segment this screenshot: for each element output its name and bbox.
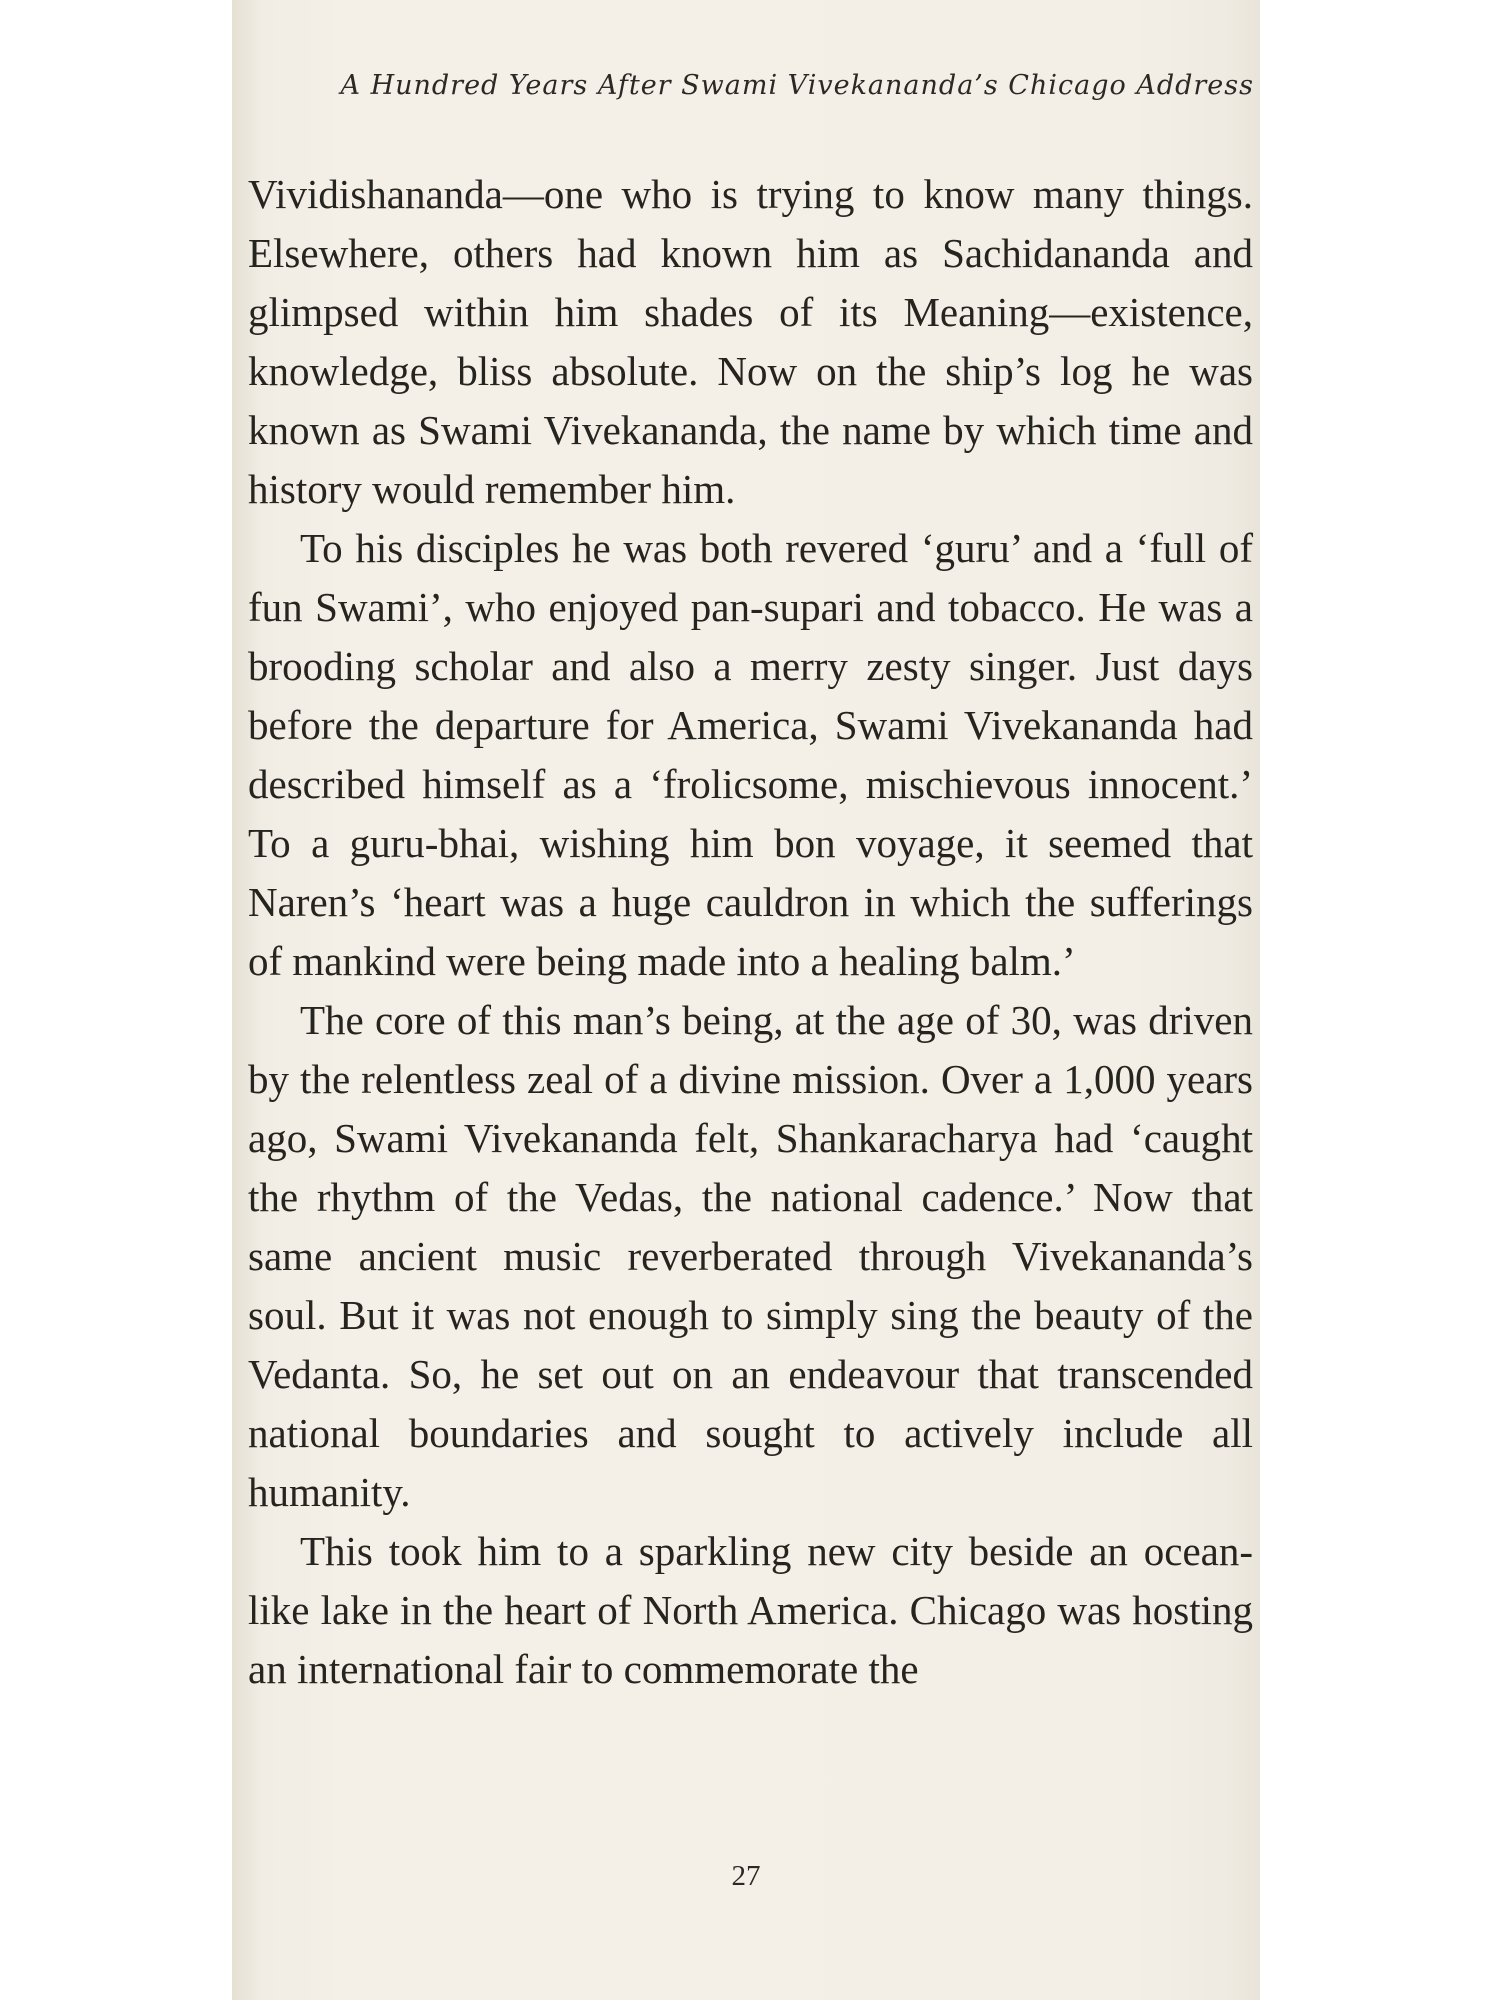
body-text [248,165,1253,1699]
paragraph-core-mission: The core of this man’s being, at the age of 30, was driven by the relentless zeal of a divine mission. Over a 1,000 years ago, Swami Vivekananda felt, Shankaracharya had ‘caught the rhythm of the Vedas, the national cadence.’ Now that same ancient music reverberated through Vivekananda’s soul. But it was not enough to simply sing the beauty of the Vedanta. So, he set out on an endeavour that transcended national boundaries and sought to actively include all humanity. [248,997,1253,1515]
paragraph-disciples: To his disciples he was both revered ‘guru’ and a ‘full of fun Swami’, who enjoyed pan-supari and tobacco. He was a brooding scholar and also a merry zesty singer. Just days before the departure for America, Swami Vivekananda had described himself as a ‘frolicsome, mischievous innocent.’ To a guru-bhai, wishing him bon voyage, it seemed that Naren’s ‘heart was a huge cauldron in which the sufferings of mankind were being made into a healing balm.’ [248,525,1253,984]
page-number: 27 [731,1860,761,1892]
paragraph-continued: Vividishananda—one who is trying to know many things. Elsewhere, others had known him as Sachidananda and glimpsed within him shades of its Meaning—existence, knowledge, bliss absolute. Now on the ship’s log he was known as Swami Vivekananda, the name by which time and history would remember him. [248,171,1253,512]
running-header-title: A Hundred Years After Swami Vivekananda’s Chicago Address [340,70,1254,101]
book-page [232,0,1260,2000]
paragraph-chicago: This took him to a sparkling new city beside an ocean-like lake in the heart of North America. Chicago was hosting an international fair to commemorate the [248,1528,1253,1692]
